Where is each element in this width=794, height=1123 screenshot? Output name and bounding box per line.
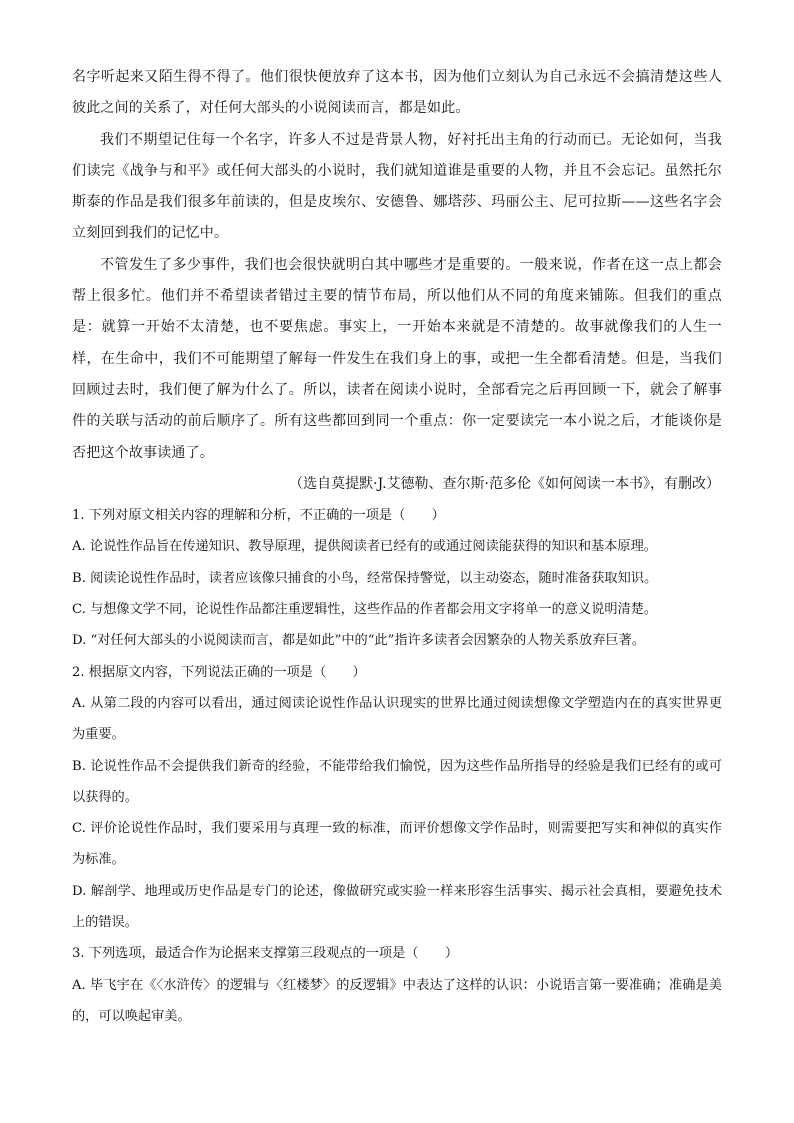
question-2-stem: 2. 根据原文内容，下列说法正确的一项是（ ） [72, 664, 366, 680]
document-page [72, 62, 722, 1032]
question-3-option-a: A. 毕飞宇在《〈水浒传〉的逻辑与〈红楼梦〉的反逻辑》中表达了这样的认识：小说语言第一要准确；准确是美的，可以唤起审美。 [72, 977, 722, 1024]
reading-passage [72, 62, 722, 500]
question-2 [72, 657, 722, 939]
question-1 [72, 500, 722, 656]
question-1-option-c: C. 与想像文学不同，论说性作品都注重逻辑性，这些作品的作者都会用文字将单一的意义说明清楚。 [72, 602, 658, 618]
question-1-option-d: D. “对任何大部头的小说阅读而言，都是如此”中的“此”指许多读者会因繁杂的人物关系放弃巨著。 [72, 633, 645, 649]
question-1-stem: 1. 下列对原文相关内容的理解和分析，不正确的一项是（ ） [72, 508, 445, 524]
question-2-option-d: D. 解剖学、地理或历史作品是专门的论述，像做研究或实验一样来形容生活事实、揭示社会真相，要避免技术上的错误。 [72, 883, 722, 931]
passage-source: （选自莫提默·J.艾德勒、查尔斯·范多伦《如何阅读一本书》，有删改） [289, 475, 720, 492]
question-3 [72, 938, 722, 1032]
question-1-option-a: A. 论说性作品旨在传递知识、教导原理，提供阅读者已经有的或通过阅读能获得的知识和基本原理。 [72, 539, 657, 555]
passage-paragraph-3: 不管发生了多少事件，我们也会很快就明白其中哪些才是重要的。一般来说，作者在这一点上都会帮上很多忙。他们并不希望读者错过主要的情节布局，所以他们从不同的角度来铺陈。但我们的重点是：就算一开始不太清楚，也不要焦虑。事实上，一开始本来就是不清楚的。故事就像我们的人生一样，在生命中，我们不可能期望了解每一件发生在我们身上的事，或把一生全都看清楚。但是，当我们回顾过去时，我们便了解为什么了。所以，读者在阅读小说时，全部看完之后再回顾一下，就会了解事件的关联与活动的前后顺序了。所有这些都回到同一个重点：你一定要读完一本小说之后，才能谈你是否把这个故事读通了。 [72, 256, 722, 461]
passage-paragraph-2: 我们不期望记住每一个名字，许多人不过是背景人物，好衬托出主角的行动而已。无论如何，当我们读完《战争与和平》或任何大部头的小说时，我们就知道谁是重要的人物，并且不会忘记。虽然托尔斯泰的作品是我们很多年前读的，但是皮埃尔、安德鲁、娜塔莎、玛丽公主、尼可拉斯——这些名字会立刻回到我们的记忆中。 [72, 131, 722, 242]
question-2-option-c: C. 评价论说性作品时，我们要采用与真理一致的标准，而评价想像文学作品时，则需要把写实和神似的真实作为标准。 [72, 821, 722, 868]
question-1-option-b: B. 阅读论说性作品时，读者应该像只捕食的小鸟，经常保持警觉，以主动姿态，随时准备获取知识。 [72, 570, 658, 586]
question-2-option-a: A. 从第二段的内容可以看出，通过阅读论说性作品认识现实的世界比通过阅读想像文学塑造内在的真实世界更为重要。 [72, 695, 722, 743]
question-3-stem: 3. 下列选项，最适合作为论据来支撑第三段观点的一项是（ ） [72, 946, 459, 962]
passage-paragraph-1: 名字听起来又陌生得不得了。他们很快便放弃了这本书，因为他们立刻认为自己永远不会搞清楚这些人彼此之间的关系了，对任何大部头的小说阅读而言，都是如此。 [72, 69, 722, 117]
question-2-option-b: B. 论说性作品不会提供我们新奇的经验，不能带给我们愉悦，因为这些作品所指导的经验是我们已经有的或可以获得的。 [72, 758, 722, 805]
